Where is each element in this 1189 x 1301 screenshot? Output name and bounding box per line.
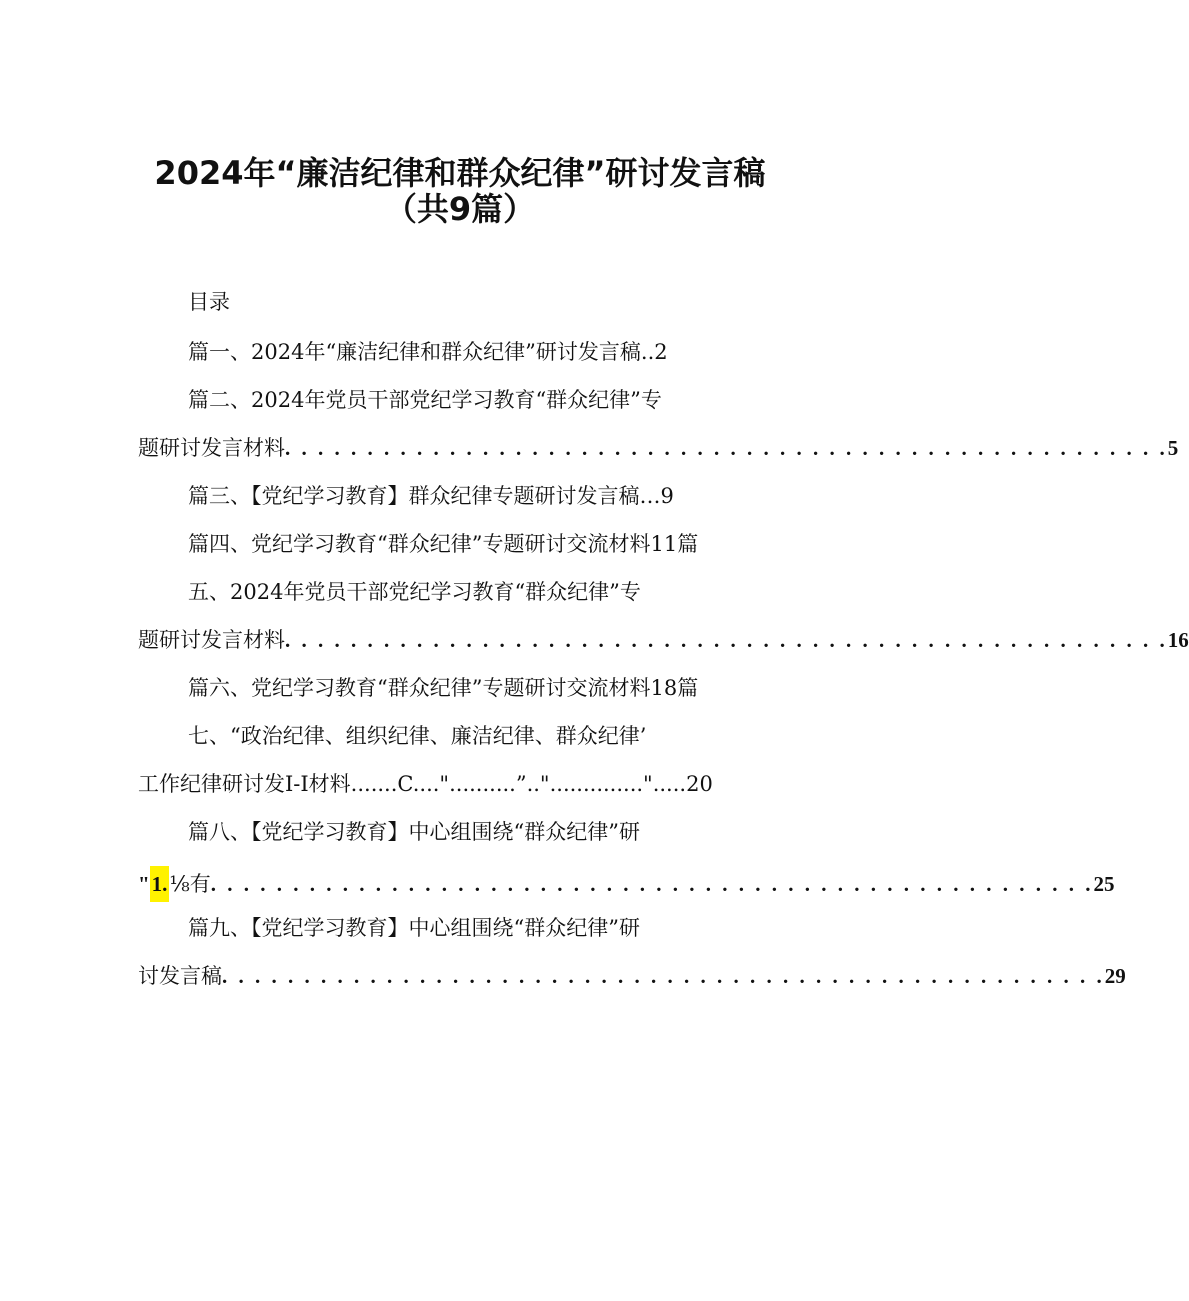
toc-entry-2-line2[interactable]	[138, 434, 1179, 462]
document-title-line1: 2024年“廉洁纪律和群众纪律”研讨发言稿	[154, 154, 766, 192]
toc-entry-9-line1[interactable]: 篇九、【党纪学习教育】中心组围绕“群众纪律”研	[188, 916, 640, 940]
toc-entry-8-line2[interactable]	[138, 866, 1115, 902]
leader-dots: . . . . . . . . . . . . . . . . . . . . . . . . . . . . . . . . . . . . . . . . . . . . . . . . . . . . . .	[285, 436, 1168, 460]
toc-entry-5-line1[interactable]: 五、2024年党员干部党纪学习教育“群众纪律”专	[188, 580, 641, 604]
toc-entry-2-text: 题研讨发言材料	[138, 436, 285, 460]
toc-entry-8-quote: "	[138, 872, 150, 896]
toc-entry-8-line1[interactable]: 篇八、【党纪学习教育】中心组围绕“群众纪律”研	[188, 820, 640, 844]
toc-entry-7-line1[interactable]: 七、“政治纪律、组织纪律、廉洁纪律、群众纪律’	[188, 724, 647, 748]
leader-dots: . . . . . . . . . . . . . . . . . . . . . . . . . . . . . . . . . . . . . . . . . . . . . . . . . . . . . .	[285, 628, 1168, 652]
toc-entry-2-line1[interactable]: 篇二、2024年党员干部党纪学习教育“群众纪律”专	[188, 388, 662, 412]
toc-entry-7-line2[interactable]: 工作纪律研讨发I-I材料.......C...."..........”.."..............".....20	[138, 772, 713, 796]
toc-entry-6[interactable]: 篇六、党纪学习教育“群众纪律”专题研讨交流材料18篇	[188, 676, 699, 700]
toc-entry-2-page: 5	[1167, 436, 1179, 460]
toc-entry-8-page: 25	[1093, 872, 1115, 896]
leader-dots: . . . . . . . . . . . . . . . . . . . . . . . . . . . . . . . . . . . . . . . . . . . . . . . . . . . . . .	[222, 964, 1105, 988]
toc-entry-9-line2[interactable]	[138, 962, 1126, 990]
document-title-line2: （共9篇）	[384, 190, 536, 228]
toc-heading: 目录	[188, 290, 230, 314]
toc-entry-3[interactable]: 篇三、【党纪学习教育】群众纪律专题研讨发言稿…9	[188, 484, 674, 508]
toc-entry-1[interactable]: 篇一、2024年“廉洁纪律和群众纪律”研讨发言稿..2	[188, 340, 668, 364]
toc-entry-8-text: ⅛有	[169, 872, 211, 896]
toc-entry-4[interactable]: 篇四、党纪学习教育“群众纪律”专题研讨交流材料11篇	[188, 532, 699, 556]
toc-entry-5-text: 题研讨发言材料	[138, 628, 285, 652]
toc-entry-5-line2[interactable]	[138, 626, 1189, 654]
highlighted-text: 1.	[150, 866, 170, 902]
toc-entry-9-page: 29	[1104, 964, 1126, 988]
toc-entry-9-text: 讨发言稿	[138, 964, 222, 988]
leader-dots: . . . . . . . . . . . . . . . . . . . . . . . . . . . . . . . . . . . . . . . . . . . . . . . . . . . . . .	[210, 872, 1094, 896]
toc-entry-5-page: 16	[1167, 628, 1189, 652]
